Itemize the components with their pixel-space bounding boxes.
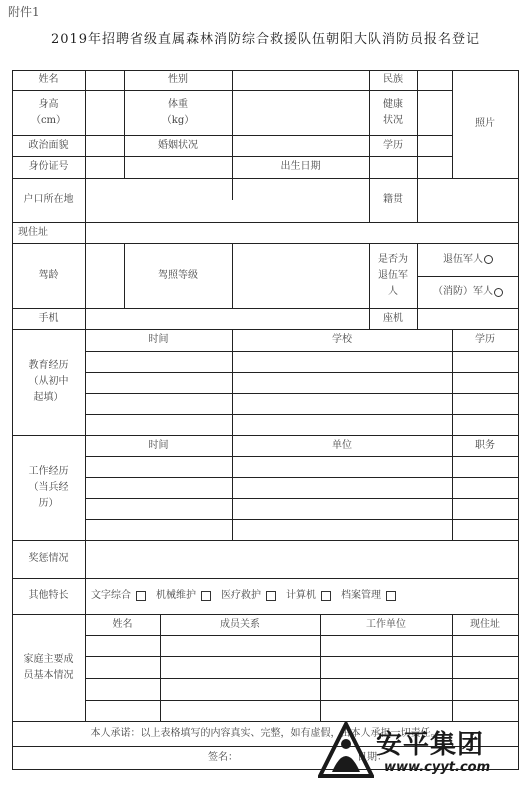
edu-header-degree: 学历: [475, 334, 495, 345]
label-skills: 其他特长: [28, 590, 69, 601]
border-right: [518, 70, 519, 770]
checkbox-icon[interactable]: [136, 591, 146, 601]
pledge-text: 本人承诺：以上表格填写的内容真实、完整，如有虚假，由本人承担一切责任。: [90, 727, 441, 739]
col-line: [232, 243, 233, 308]
label-weight: [124, 90, 232, 135]
col-line: [417, 70, 418, 178]
row-line: [12, 540, 519, 541]
row-line: [85, 656, 519, 657]
label-name: 姓名: [38, 74, 59, 85]
fam-header-address: 现住址: [470, 618, 500, 630]
label-is-veteran: 是否为退伍军人: [378, 253, 408, 297]
row-line: [85, 477, 519, 478]
registration-form: [12, 70, 519, 770]
watermark-logo-icon: [318, 722, 374, 778]
work-header-unit: 单位: [332, 439, 352, 451]
watermark-stamp: [318, 722, 530, 784]
signature-label: 签名：: [208, 751, 238, 763]
label-height: [12, 90, 85, 135]
edu-header-school: 学校: [332, 334, 352, 345]
row-line: [12, 308, 519, 309]
watermark-url: www.cyyt.com: [384, 760, 491, 775]
col-line: [232, 178, 233, 200]
fam-header-relation: 成员关系: [220, 618, 260, 630]
work-header-position: 职务: [475, 439, 495, 451]
label-license-class: 驾照等级: [158, 269, 198, 281]
label-landline: 座机: [383, 312, 403, 324]
fire-soldier-option-row: [417, 276, 519, 308]
watermark-name: 安平集团: [376, 730, 485, 760]
row-line: [85, 678, 519, 679]
label-id-number: 身份证号: [28, 161, 69, 172]
veteran-option-row: [417, 243, 519, 276]
skill-option-0: 文字综合: [91, 590, 131, 601]
row-line: [85, 351, 519, 352]
label-marital: 婚姻状况: [158, 139, 198, 151]
border-top: [12, 70, 519, 71]
row-line: [85, 372, 519, 373]
row-line: [85, 414, 519, 415]
col-line: [85, 243, 86, 329]
label-address: 现住址: [18, 226, 48, 238]
fam-header-work: 工作单位: [366, 618, 406, 630]
skill-option-4: 档案管理: [341, 590, 381, 601]
label-weight-unit: （kg）: [161, 114, 195, 126]
row-line: [85, 456, 519, 457]
edu-header-time: 时间: [148, 334, 169, 345]
checkbox-icon[interactable]: [201, 591, 211, 601]
label-weight-text: 体重: [168, 98, 188, 110]
label-family: 家庭主要成员基本情况: [23, 653, 74, 681]
row-line: [85, 498, 519, 499]
skill-option-3: 计算机: [286, 590, 316, 601]
label-height-unit: （cm）: [30, 114, 67, 126]
col-line: [85, 178, 86, 243]
label-political: 政治面貌: [28, 139, 69, 151]
col-line: [85, 70, 86, 178]
label-awards: 奖惩情况: [28, 553, 69, 564]
col-line: [417, 178, 418, 222]
fire-soldier-option-label: （消防）军人: [433, 286, 493, 297]
label-mobile: 手机: [38, 312, 59, 324]
label-height-text: 身高: [38, 98, 59, 110]
checkbox-icon[interactable]: [266, 591, 276, 601]
skill-option-1: 机械维护: [156, 590, 196, 601]
label-driving-age: 驾龄: [38, 269, 59, 281]
label-ethnicity: 民族: [383, 74, 403, 85]
row-line: [85, 700, 519, 701]
label-gender: 性别: [168, 74, 188, 85]
fam-header-name: 姓名: [112, 618, 133, 630]
veteran-option-label: 退伍军人: [443, 253, 483, 265]
attachment-label: 附件1: [8, 5, 40, 19]
checkbox-icon[interactable]: [321, 591, 331, 601]
row-line: [85, 635, 519, 636]
skills-options: [85, 578, 518, 614]
row-line: [12, 178, 519, 179]
label-work-history: 工作经历（当兵经历）: [28, 465, 69, 509]
row-line: [12, 222, 519, 223]
label-edu-history: 教育经历（从初中起填）: [28, 360, 69, 403]
label-photo: 照片: [475, 118, 495, 129]
label-native-place: 籍贯: [383, 194, 403, 205]
form-title: 2019年招聘省级直属森林消防综合救援队伍朝阳大队消防员报名登记: [50, 32, 481, 47]
label-education: 学历: [383, 139, 403, 151]
work-header-time: 时间: [148, 439, 169, 451]
label-health: 健康状况: [383, 98, 403, 126]
row-line: [85, 393, 519, 394]
radio-circle-icon[interactable]: [494, 288, 503, 297]
label-birth-date: 出生日期: [280, 161, 321, 172]
radio-circle-icon[interactable]: [484, 255, 493, 264]
date-label: 日期：: [357, 751, 387, 763]
label-hukou: 户口所在地: [23, 194, 74, 205]
skill-option-2: 医疗救护: [221, 590, 261, 601]
checkbox-icon[interactable]: [386, 591, 396, 601]
row-line: [85, 519, 519, 520]
